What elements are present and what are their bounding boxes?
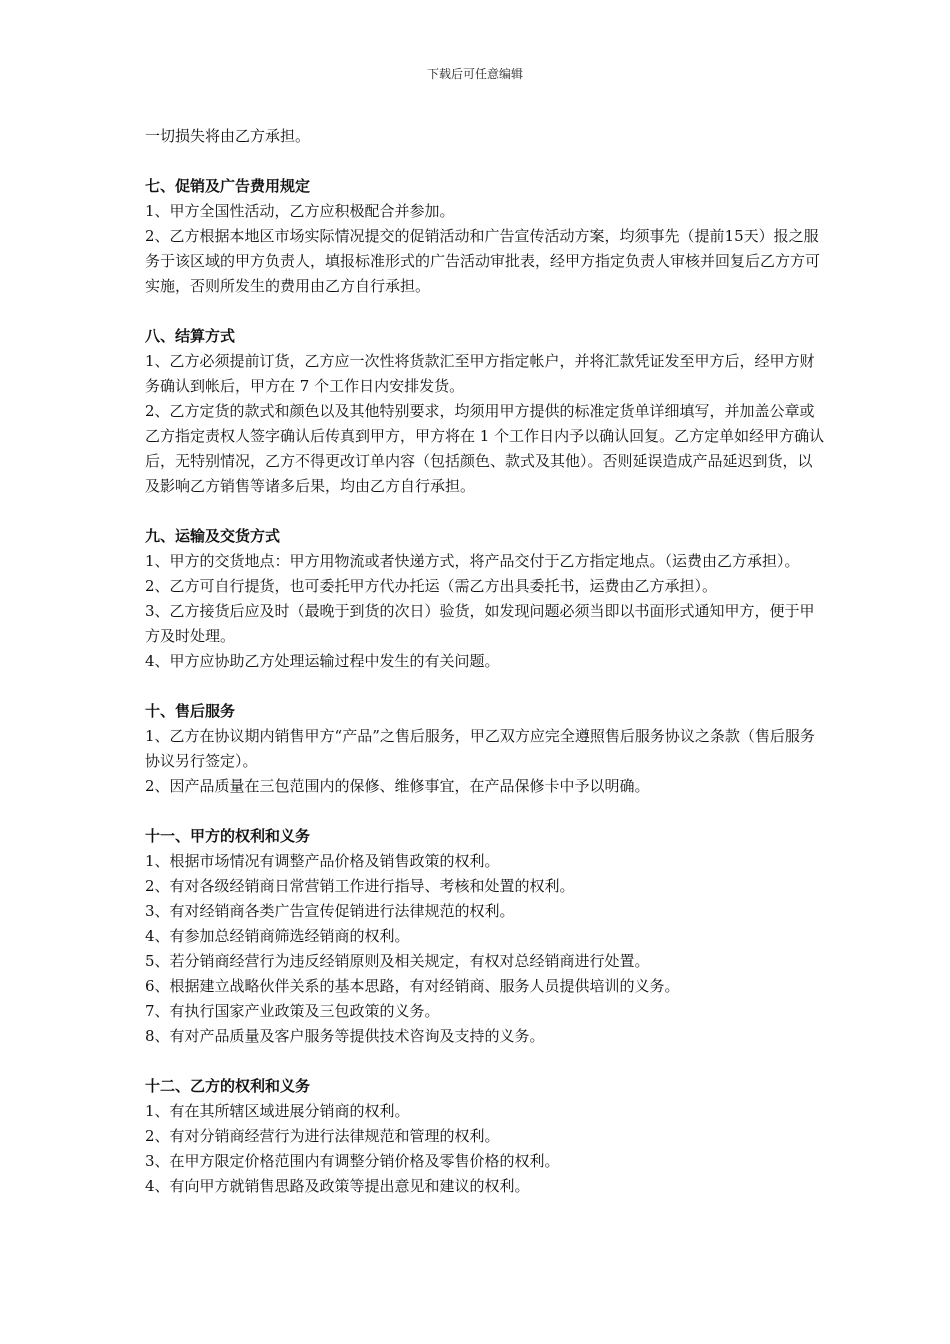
document-body [145, 124, 825, 1199]
section [145, 824, 825, 1049]
clause-paragraph: 1、乙方在协议期内销售甲方“产品”之售后服务，甲乙双方应完全遵照售后服务协议之条款（售后服务协议另行签定）。 [145, 727, 815, 770]
clause-paragraph: 4、有参加总经销商筛选经销商的权利。 [145, 927, 410, 945]
section-title: 八、结算方式 [145, 327, 236, 345]
clause-paragraph: 8、有对产品质量及客户服务等提供技术咨询及支持的义务。 [145, 1027, 545, 1045]
clause-paragraph: 4、甲方应协助乙方处理运输过程中发生的有关问题。 [145, 652, 500, 670]
clause-paragraph: 1、甲方全国性活动，乙方应积极配合并参加。 [145, 202, 455, 220]
section-title: 九、运输及交货方式 [145, 527, 281, 545]
clause-paragraph: 1、根据市场情况有调整产品价格及销售政策的权利。 [145, 852, 500, 870]
clause-paragraph: 3、乙方接货后应及时（最晚于到货的次日）验货，如发现问题必须当即以书面形式通知甲方，便于甲方及时处理。 [145, 602, 815, 645]
section-title: 七、促销及广告费用规定 [145, 177, 311, 195]
clause-paragraph: 5、若分销商经营行为违反经销原则及相关规定，有权对总经销商进行处置。 [145, 952, 650, 970]
clause-paragraph: 2、因产品质量在三包范围内的保修、维修事宜，在产品保修卡中予以明确。 [145, 777, 650, 795]
clause-paragraph: 7、有执行国家产业政策及三包政策的义务。 [145, 1002, 440, 1020]
clause-paragraph: 2、乙方可自行提货，也可委托甲方代办托运（需乙方出具委托书，运费由乙方承担）。 [145, 577, 718, 595]
section [145, 524, 825, 674]
section-title: 十、售后服务 [145, 702, 236, 720]
intro-line: 一切损失将由乙方承担。 [145, 127, 311, 145]
section [145, 324, 825, 499]
clause-paragraph: 1、甲方的交货地点：甲方用物流或者快递方式，将产品交付于乙方指定地点。（运费由乙方承担）。 [145, 552, 800, 570]
clause-paragraph: 3、在甲方限定价格范围内有调整分销价格及零售价格的权利。 [145, 1152, 560, 1170]
clause-paragraph: 4、有向甲方就销售思路及政策等提出意见和建议的权利。 [145, 1177, 530, 1195]
clause-paragraph: 1、有在其所辖区域进展分销商的权利。 [145, 1102, 410, 1120]
clause-paragraph: 2、乙方定货的款式和颜色以及其他特别要求，均须用甲方提供的标准定货单详细填写，并加盖公章或乙方指定责权人签字确认后传真到甲方，甲方将在 1 个工作日内予以确认回复。乙方定单如经甲方确认后，无特别情况，乙方不得更改订单内容（包括颜色、款式及其他）。否则延误造成产品延迟到货，以及影响乙方销售等诸多后果，均由乙方自行承担。 [145, 402, 825, 495]
clause-paragraph: 2、有对分销商经营行为进行法律规范和管理的权利。 [145, 1127, 500, 1145]
clause-paragraph: 2、乙方根据本地区市场实际情况提交的促销活动和广告宣传活动方案，均须事先（提前15天）报之服务于该区域的甲方负责人，填报标准形式的广告活动审批表，经甲方指定负责人审核并回复后乙方方可实施，否则所发生的费用由乙方自行承担。 [145, 227, 821, 295]
sections-container [145, 174, 825, 1199]
clause-paragraph: 1、乙方必须提前订货，乙方应一次性将货款汇至甲方指定帐户，并将汇款凭证发至甲方后，经甲方财务确认到帐后，甲方在 7 个工作日内安排发货。 [145, 352, 815, 395]
clause-paragraph: 3、有对经销商各类广告宣传促销进行法律规范的权利。 [145, 902, 515, 920]
clause-paragraph: 6、根据建立战略伙伴关系的基本思路，有对经销商、服务人员提供培训的义务。 [145, 977, 680, 995]
section-title: 十二、乙方的权利和义务 [145, 1077, 311, 1095]
section [145, 174, 825, 299]
section [145, 699, 825, 799]
page-header: 下载后可任意编辑 [426, 67, 523, 81]
section [145, 1074, 825, 1199]
section-title: 十一、甲方的权利和义务 [145, 827, 311, 845]
clause-paragraph: 2、有对各级经销商日常营销工作进行指导、考核和处置的权利。 [145, 877, 575, 895]
